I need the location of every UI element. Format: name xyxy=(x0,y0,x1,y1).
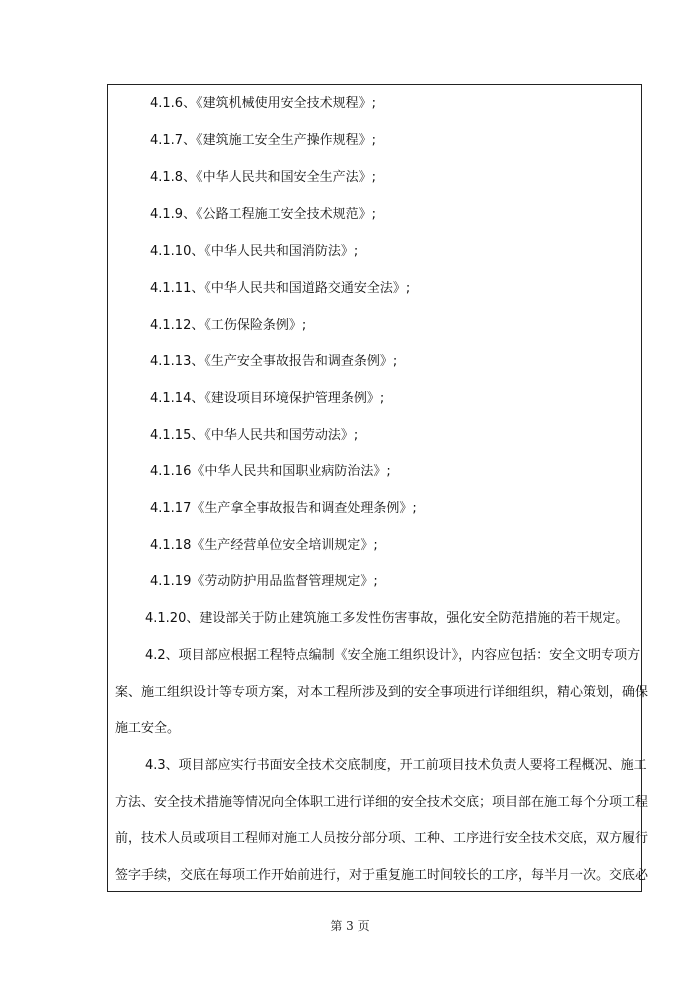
list-item: 4.1.16《中华人民共和国职业病防治法》; xyxy=(150,464,391,479)
list-item: 4.1.12、《工伤保险条例》; xyxy=(150,318,307,333)
list-item: 4.1.20、建设部关于防止建筑施工多发性伤害事故，强化安全防范措施的若干规定。 xyxy=(145,611,629,626)
paragraph-line: 签字手续，交底在每项工作开始前进行，对于重复施工时间较长的工序，每半月一次。交底必 xyxy=(115,868,649,883)
list-item: 4.1.8、《中华人民共和国安全生产法》; xyxy=(150,170,376,185)
list-item: 4.1.6、《建筑机械使用安全技术规程》; xyxy=(150,96,376,111)
list-item: 4.1.7、《建筑施工安全生产操作规程》; xyxy=(150,133,376,148)
page-number: 第 3 页 xyxy=(330,919,370,933)
list-item: 4.1.13、《生产安全事故报告和调查条例》; xyxy=(150,354,398,369)
paragraph-line: 施工安全。 xyxy=(115,721,181,736)
list-item: 4.1.17《生产拿全事故报告和调查处理条例》; xyxy=(150,501,417,516)
paragraph-line: 前，技术人员或项目工程师对施工人员按分部分项、工种、工序进行安全技术交底，双方履行 xyxy=(115,831,649,846)
paragraph-line: 案、施工组织设计等专项方案，对本工程所涉及到的安全事项进行详细组织，精心策划，确保 xyxy=(115,685,649,700)
list-item: 4.1.18《生产经营单位安全培训规定》; xyxy=(150,538,378,553)
paragraph-line: 4.3、项目部应实行书面安全技术交底制度，开工前项目技术负责人要将工程概况、施工 xyxy=(145,758,647,773)
list-item: 4.1.14、《建设项目环境保护管理条例》; xyxy=(150,391,385,406)
list-item: 4.1.9、《公路工程施工安全技术规范》; xyxy=(150,207,376,222)
paragraph-line: 方法、安全技术措施等情况向全体职工进行详细的安全技术交底；项目部在施工每个分项工程 xyxy=(115,795,649,810)
list-item: 4.1.15、《中华人民共和国劳动法》; xyxy=(150,428,359,443)
list-item: 4.1.11、《中华人民共和国道路交通安全法》; xyxy=(150,281,411,296)
list-item: 4.1.10、《中华人民共和国消防法》; xyxy=(150,244,359,259)
list-item: 4.1.19《劳动防护用品监督管理规定》; xyxy=(150,574,378,589)
paragraph-line: 4.2、项目部应根据工程特点编制《安全施工组织设计》，内容应包括：安全文明专项方 xyxy=(145,648,641,663)
